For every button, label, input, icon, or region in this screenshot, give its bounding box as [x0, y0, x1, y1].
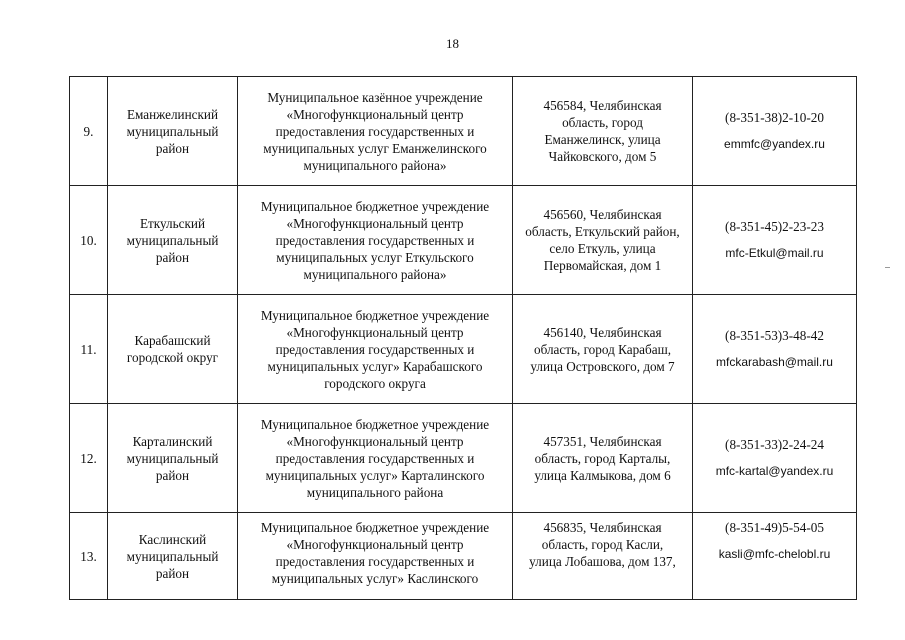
email-address: emmfc@yandex.ru	[724, 137, 825, 151]
postal-address: 456560, Челябинская область, Еткульский район, село Еткуль, улица Первомайская, дом 1	[513, 186, 693, 295]
table-row	[70, 404, 857, 513]
postal-address: 456140, Челябинская область, город Карабаш, улица Островского, дом 7	[513, 295, 693, 404]
table-row	[70, 186, 857, 295]
scan-artifact	[885, 267, 890, 268]
row-number: 11.	[70, 295, 108, 404]
postal-address: 457351, Челябинская область, город Карталы, улица Калмыкова, дом 6	[513, 404, 693, 513]
phone-number: (8-351-33)2-24-24	[725, 437, 824, 452]
contact-cell	[693, 513, 857, 600]
email-address: mfc-kartal@yandex.ru	[715, 464, 834, 478]
mfc-registry-table	[69, 76, 857, 600]
organization-name: Муниципальное бюджетное учреждение «Многофункциональный центр предоставления государственных и муниципальных услуг» Карабашского городского округа	[238, 295, 513, 404]
organization-name: Муниципальное бюджетное учреждение «Многофункциональный центр предоставления государственных и муниципальных услуг» Каслинского	[238, 513, 513, 600]
contact-cell	[693, 186, 857, 295]
municipality-name: Каслинский муниципальный район	[108, 513, 238, 600]
email-address: kasli@mfc-chelobl.ru	[718, 547, 831, 561]
contact-cell	[693, 295, 857, 404]
row-number: 9.	[70, 77, 108, 186]
organization-name: Муниципальное бюджетное учреждение «Многофункциональный центр предоставления государственных и муниципальных услуг Еткульского муниципального района»	[238, 186, 513, 295]
row-number: 13.	[70, 513, 108, 600]
email-address: mfckarabash@mail.ru	[716, 355, 833, 369]
municipality-name: Еманжелинский муниципальный район	[108, 77, 238, 186]
organization-name: Муниципальное казённое учреждение «Многофункциональный центр предоставления государственных и муниципальных услуг Еманжелинского муниципального района»	[238, 77, 513, 186]
postal-address: 456584, Челябинская область, город Еманжелинск, улица Чайковского, дом 5	[513, 77, 693, 186]
organization-name: Муниципальное бюджетное учреждение «Многофункциональный центр предоставления государственных и муниципальных услуг» Карталинского муниципального района	[238, 404, 513, 513]
phone-number: (8-351-45)2-23-23	[725, 219, 824, 234]
table-row	[70, 295, 857, 404]
phone-number: (8-351-53)3-48-42	[725, 328, 824, 343]
municipality-name: Карабашский городской округ	[108, 295, 238, 404]
row-number: 10.	[70, 186, 108, 295]
phone-number: (8-351-49)5-54-05	[725, 520, 824, 535]
postal-address: 456835, Челябинская область, город Касли, улица Лобашова, дом 137,	[513, 513, 693, 600]
table-row	[70, 513, 857, 600]
municipality-name: Карталинский муниципальный район	[108, 404, 238, 513]
contact-cell	[693, 77, 857, 186]
email-address: mfc-Etkul@mail.ru	[725, 246, 824, 260]
table-row	[70, 77, 857, 186]
page-number: 18	[446, 36, 459, 51]
municipality-name: Еткульский муниципальный район	[108, 186, 238, 295]
contact-cell	[693, 404, 857, 513]
phone-number: (8-351-38)2-10-20	[725, 110, 824, 125]
row-number: 12.	[70, 404, 108, 513]
